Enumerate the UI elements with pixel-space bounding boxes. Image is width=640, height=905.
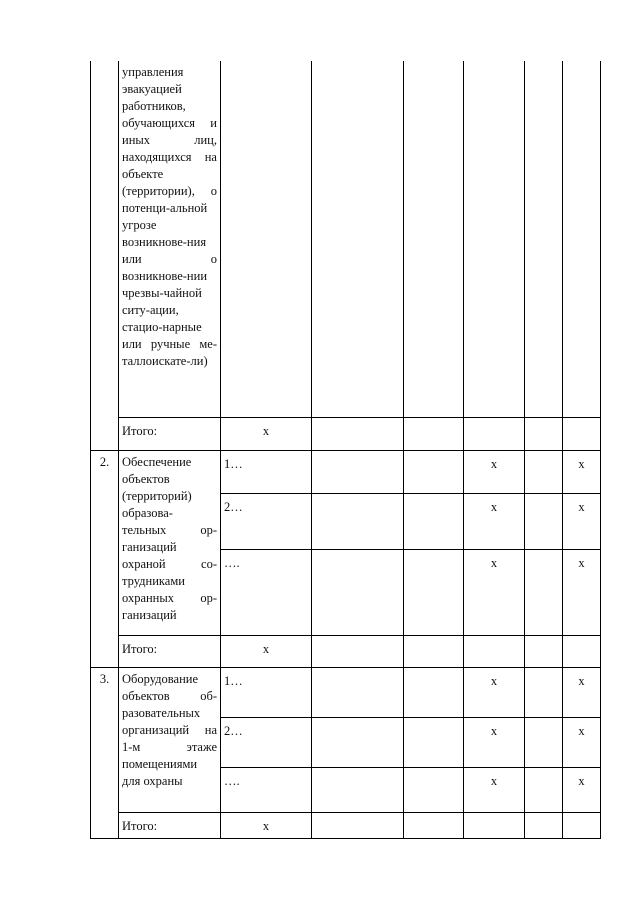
x-mark: x	[563, 717, 601, 767]
x-mark: x	[464, 667, 525, 717]
cell	[404, 667, 464, 717]
cell	[464, 635, 525, 667]
row-number	[91, 61, 119, 450]
x-mark: x	[464, 493, 525, 549]
x-mark: x	[563, 767, 601, 812]
sub-item-label: 1…	[221, 667, 312, 717]
table-row	[91, 667, 601, 717]
measure-description: управления эвакуацией работников, обучающихся и иных лиц, находящихся на объекте (территории), о потенци-альной угрозе возникнове-ния или о возникнове-нии чрезвы-чайной ситу-ации, стацио-нарные или ручные ме-таллоискате-ли)	[119, 61, 221, 417]
sub-item-label: 1…	[221, 450, 312, 493]
cell	[525, 667, 563, 717]
sub-item-label: 2…	[221, 493, 312, 549]
total-mark: x	[221, 417, 312, 450]
row-number: 2.	[91, 450, 119, 667]
x-mark: x	[563, 549, 601, 635]
cell	[404, 767, 464, 812]
cell	[404, 812, 464, 838]
cell	[525, 717, 563, 767]
total-row	[91, 635, 601, 667]
x-mark: x	[464, 450, 525, 493]
total-mark: x	[221, 635, 312, 667]
cell	[312, 717, 404, 767]
cell	[312, 667, 404, 717]
sub-item-label: ….	[221, 549, 312, 635]
x-mark: x	[563, 493, 601, 549]
total-label: Итого:	[119, 417, 221, 450]
cell	[312, 493, 404, 549]
cell	[221, 61, 312, 417]
cell	[404, 717, 464, 767]
table-row	[91, 61, 601, 417]
row-number: 3.	[91, 667, 119, 838]
cell	[525, 450, 563, 493]
cell	[404, 635, 464, 667]
cell	[312, 549, 404, 635]
cell	[525, 493, 563, 549]
total-row	[91, 812, 601, 838]
cell	[312, 635, 404, 667]
cell	[312, 767, 404, 812]
measure-description: Обеспечение объектов (территорий) образова-тельных ор-ганизаций охраной со-трудниками охранных ор-ганизаций	[119, 450, 221, 635]
cell	[464, 812, 525, 838]
cell	[525, 61, 563, 417]
total-label: Итого:	[119, 812, 221, 838]
measure-description: Оборудование объектов об-разовательных организаций на 1-м этаже помещениями для охраны	[119, 667, 221, 812]
cell	[312, 812, 404, 838]
cell	[525, 549, 563, 635]
cell	[563, 61, 601, 417]
cell	[563, 417, 601, 450]
x-mark: x	[563, 450, 601, 493]
cell	[464, 61, 525, 417]
cell	[563, 812, 601, 838]
cell	[404, 549, 464, 635]
cell	[525, 635, 563, 667]
cell	[312, 417, 404, 450]
measures-table	[90, 61, 601, 839]
cell	[404, 61, 464, 417]
cell	[525, 812, 563, 838]
x-mark: x	[464, 767, 525, 812]
cell	[404, 450, 464, 493]
x-mark: x	[464, 717, 525, 767]
cell	[525, 767, 563, 812]
x-mark: x	[464, 549, 525, 635]
sub-item-label: ….	[221, 767, 312, 812]
x-mark: x	[563, 667, 601, 717]
cell	[312, 450, 404, 493]
total-mark: x	[221, 812, 312, 838]
total-row	[91, 417, 601, 450]
cell	[404, 493, 464, 549]
cell	[312, 61, 404, 417]
sub-item-label: 2…	[221, 717, 312, 767]
cell	[563, 635, 601, 667]
total-label: Итого:	[119, 635, 221, 667]
table-row	[91, 450, 601, 493]
cell	[464, 417, 525, 450]
cell	[404, 417, 464, 450]
cell	[525, 417, 563, 450]
